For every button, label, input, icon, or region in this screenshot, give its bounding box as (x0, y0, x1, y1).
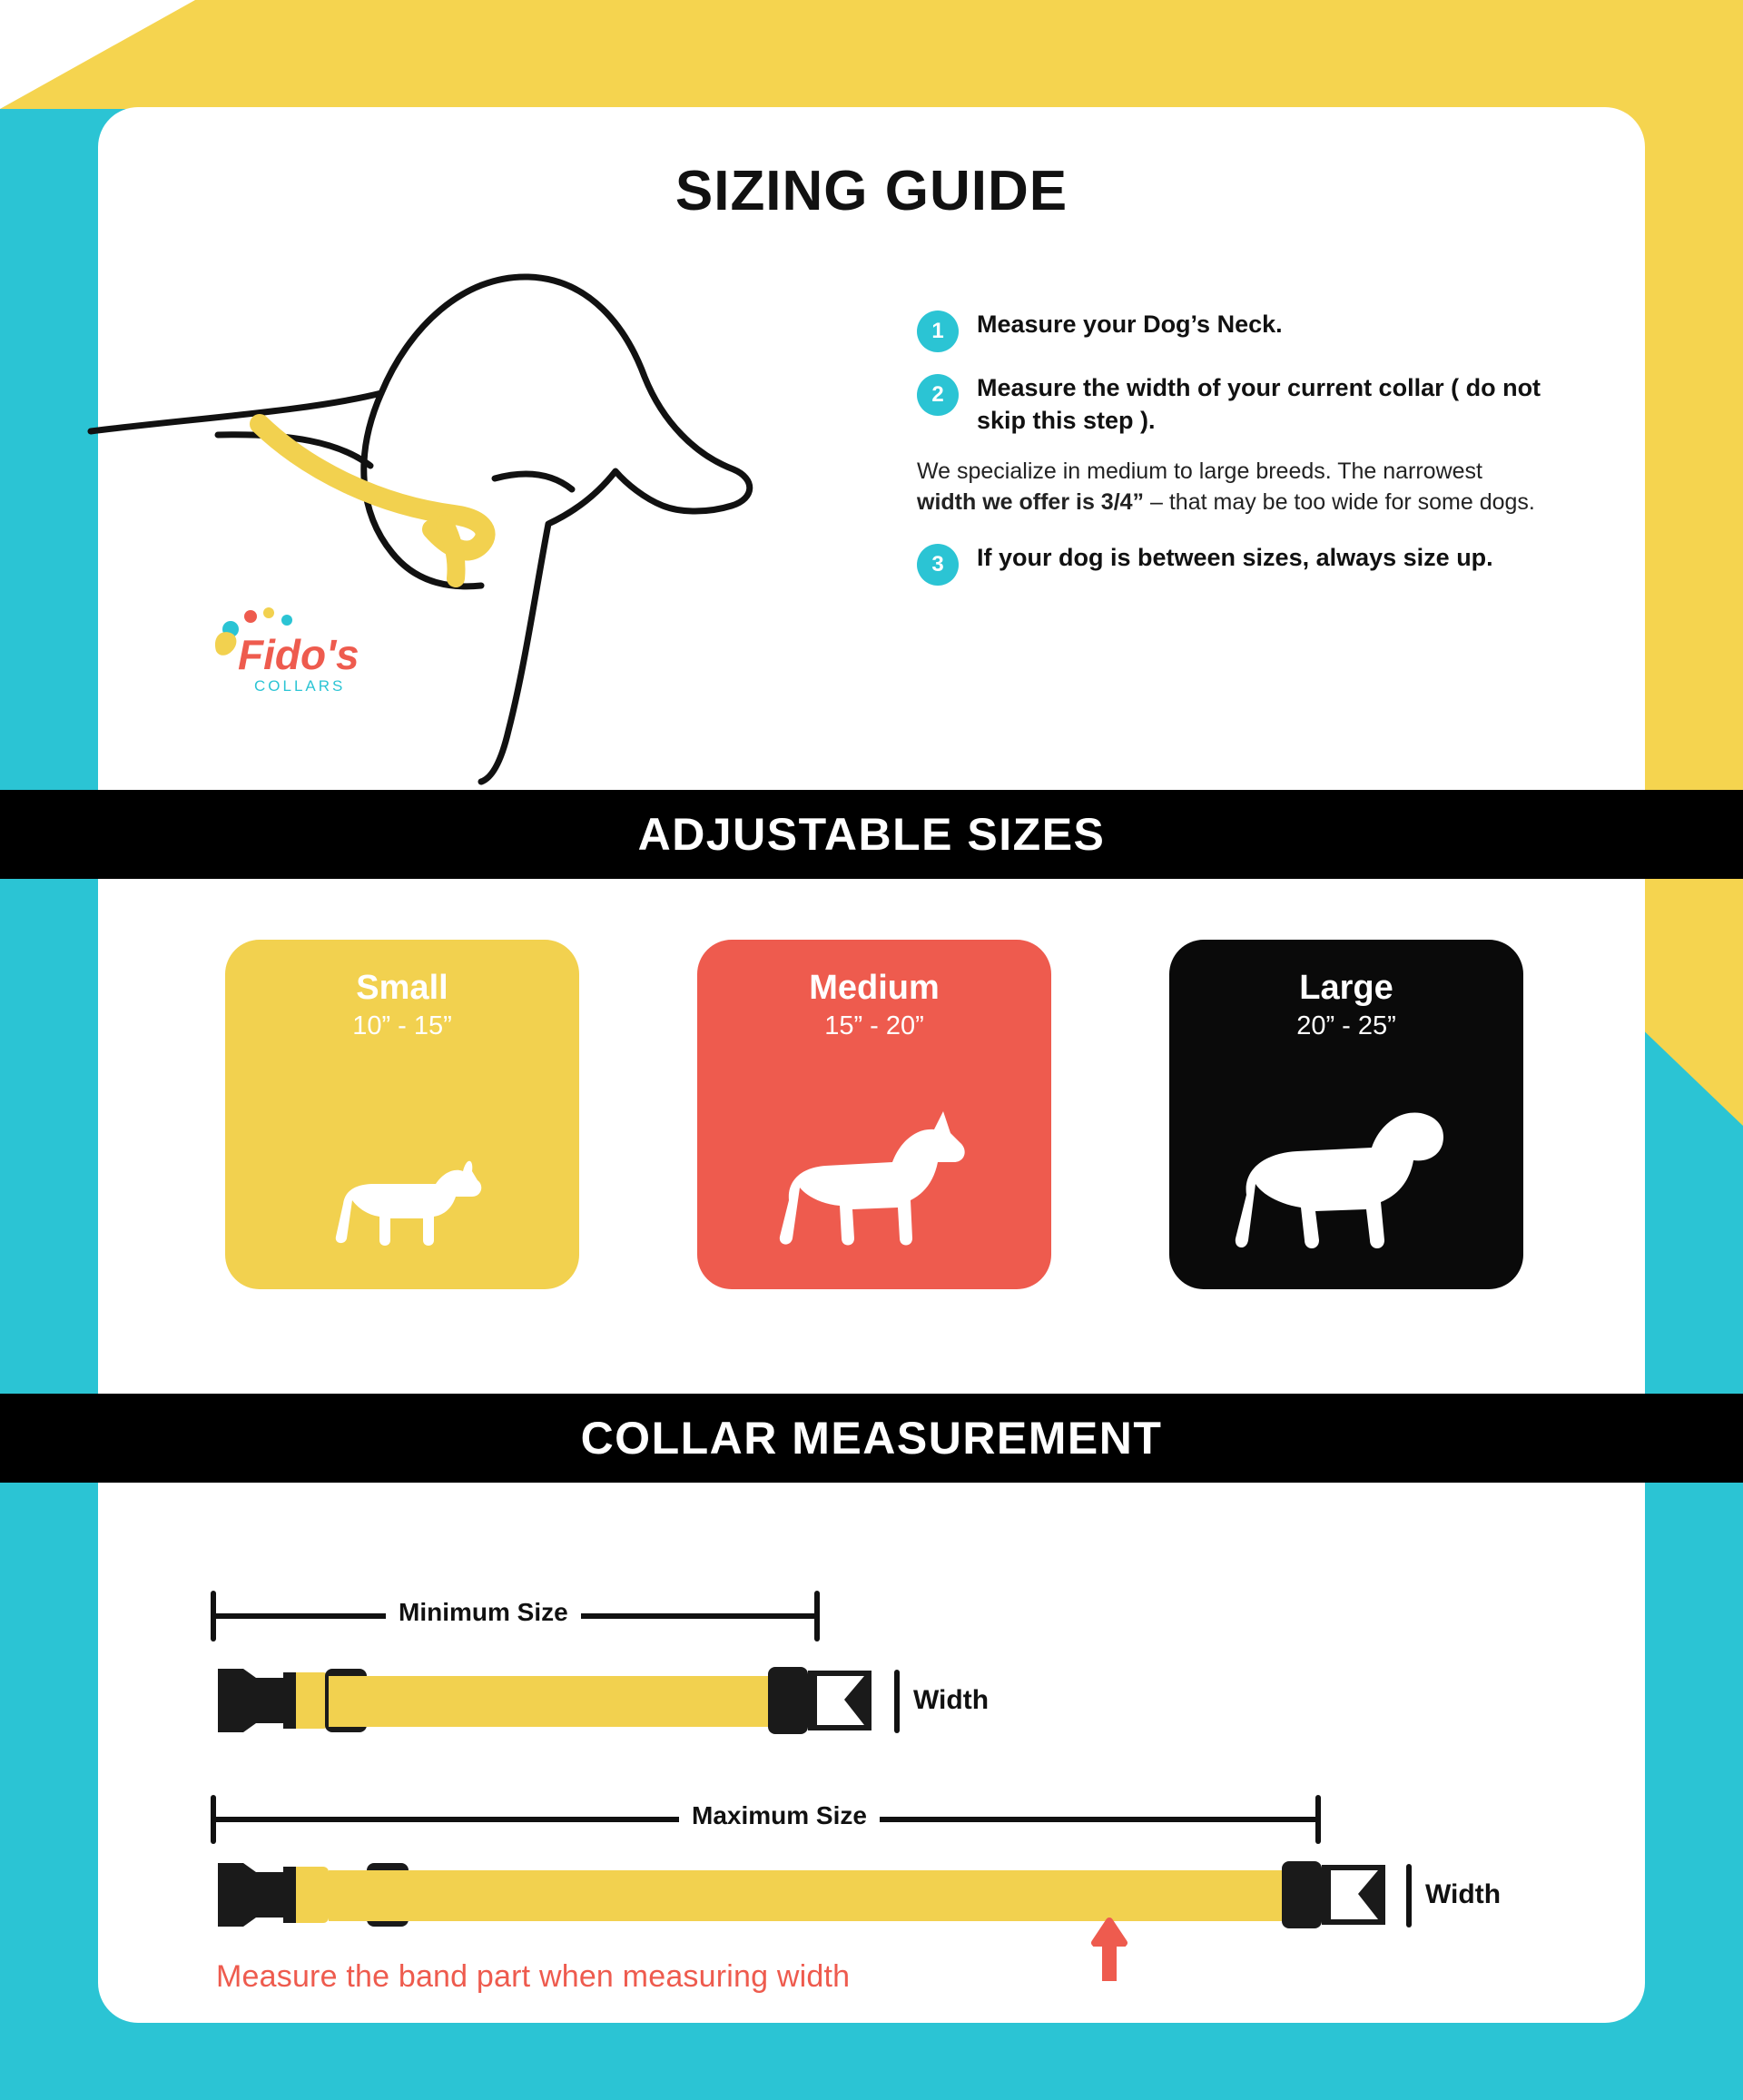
minimum-size-label: Minimum Size (386, 1598, 581, 1627)
step-text-1: Measure your Dog’s Neck. (977, 311, 1283, 338)
size-tile-small-range: 10” - 15” (352, 1011, 452, 1040)
collar-measurement-diagram (0, 1507, 1743, 2025)
size-tile-large[interactable] (1169, 940, 1523, 1289)
maximum-size-label: Maximum Size (679, 1801, 880, 1830)
step-item-3 (917, 542, 1552, 586)
page-title: SIZING GUIDE (675, 160, 1068, 222)
width-label-minimum: Width (913, 1685, 990, 1715)
size-tile-large-range: 20” - 25” (1296, 1011, 1396, 1040)
step-item-2 (917, 372, 1552, 437)
size-tile-medium-name: Medium (809, 969, 940, 1007)
decorative-yellow-top-band (0, 0, 1598, 109)
section-header-collar-measurement: COLLAR MEASUREMENT (0, 1394, 1743, 1483)
step-number-badge-3: 3 (917, 544, 959, 586)
step-note (917, 457, 1543, 518)
medium-dog-icon (697, 1102, 1051, 1266)
size-tile-small-name: Small (356, 969, 448, 1007)
step-note-part2: – that may be too wide for some dogs. (1144, 489, 1535, 515)
collar-measurement-svg (0, 1507, 1743, 2025)
large-dog-icon (1169, 1093, 1523, 1266)
brand-logo (211, 604, 406, 708)
section-header-adjustable-sizes: ADJUSTABLE SIZES (0, 790, 1743, 879)
measurement-footnote: Measure the band part when measuring width (216, 1959, 851, 1994)
dog-head-outline-illustration (82, 241, 799, 785)
size-tile-medium-range: 15” - 20” (824, 1011, 924, 1040)
step-text-2: Measure the width of your current collar ( do not skip this step ). (977, 374, 1541, 434)
size-tile-large-name: Large (1299, 969, 1393, 1007)
svg-text:COLLARS: COLLARS (254, 677, 346, 695)
width-label-maximum: Width (1425, 1879, 1502, 1909)
size-tiles (225, 940, 1523, 1289)
size-tile-medium[interactable] (697, 940, 1051, 1289)
step-text-3: If your dog is between sizes, always size up. (977, 543, 1493, 571)
step-note-part1: We specialize in medium to large breeds. The narrowest (917, 458, 1482, 485)
step-number-badge-1: 1 (917, 311, 959, 352)
step-item-1 (917, 309, 1552, 352)
small-dog-icon (225, 1120, 579, 1266)
step-note-bold: width we offer is 3/4” (917, 489, 1145, 515)
size-tile-small[interactable] (225, 940, 579, 1289)
svg-text:Fido's: Fido's (238, 631, 359, 678)
step-number-badge-2: 2 (917, 374, 959, 416)
steps-list (917, 309, 1552, 606)
